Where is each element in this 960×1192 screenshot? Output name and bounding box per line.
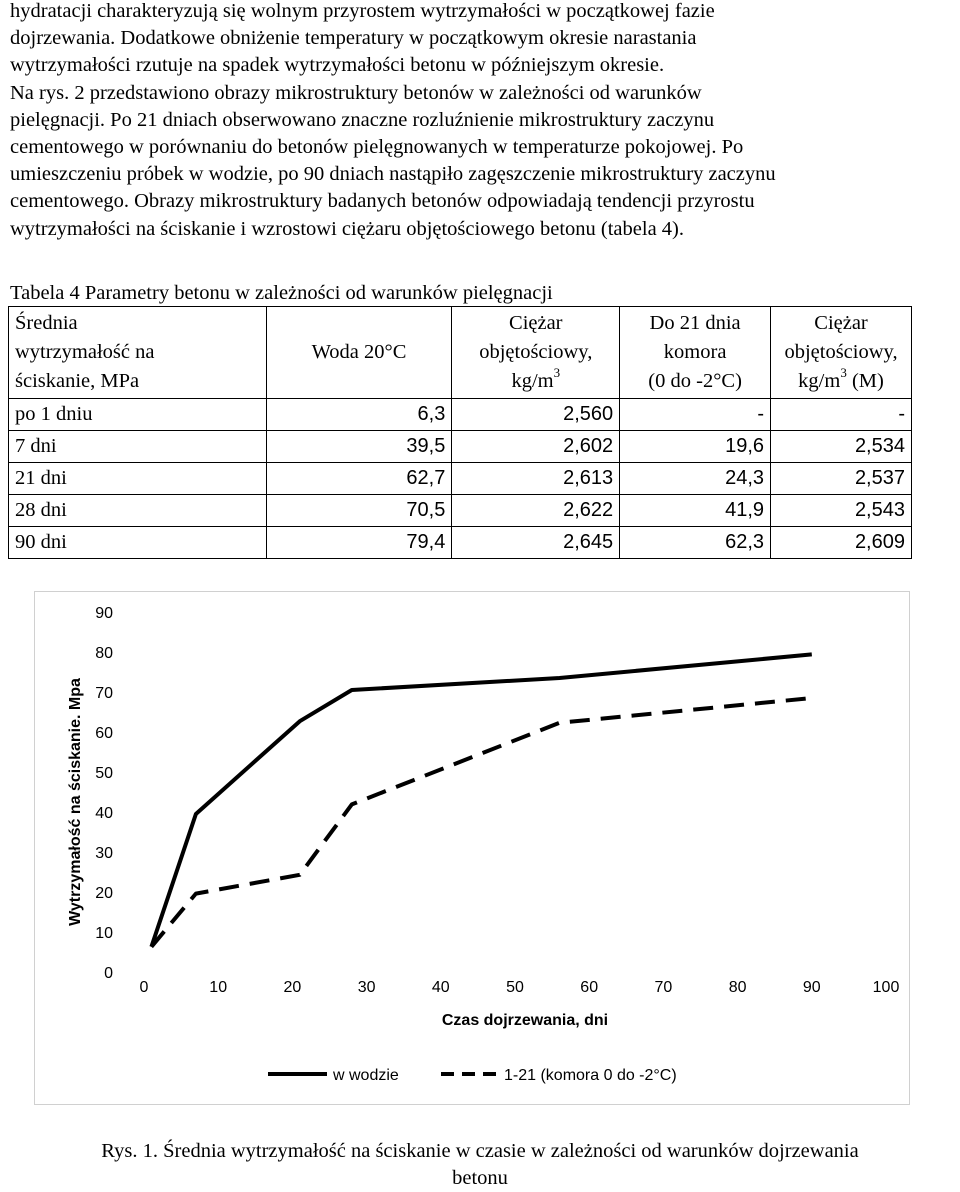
y-axis-title: Wytrzymałość na ściskanie. Mpa <box>67 678 84 926</box>
strength-chart <box>35 592 909 1104</box>
paragraph-line: pielęgnacji. Po 21 dniach obserwowano znaczne rozluźnienie mikrostruktury zaczynu <box>10 108 715 131</box>
header-line: (0 do -2°C) <box>648 370 742 392</box>
table-cell: 2,602 <box>452 431 620 463</box>
y-tick-label: 80 <box>95 645 113 662</box>
header-cell-density <box>452 307 620 399</box>
y-tick-label: 70 <box>95 685 113 702</box>
header-line: ściskanie, MPa <box>15 370 140 392</box>
figure-caption <box>0 1138 960 1192</box>
row-label: po 1 dniu <box>9 399 267 431</box>
table-caption: Tabela 4 Parametry betonu w zależności od warunków pielęgnacji <box>10 282 553 304</box>
table-cell: 62,3 <box>620 527 771 559</box>
x-tick-label: 60 <box>580 979 599 996</box>
legend-label-2: 1-21 (komora 0 do -2°C) <box>504 1067 677 1084</box>
figure-caption-line: Rys. 1. Średnia wytrzymałość na ściskanie w czasie w zależności od warunków dojrzewania <box>101 1140 859 1162</box>
table-cell: 24,3 <box>620 463 771 495</box>
x-tick-label: 10 <box>209 979 228 996</box>
header-line: Ciężar <box>509 312 563 334</box>
x-axis-title: Czas dojrzewania, dni <box>441 1012 609 1029</box>
y-tick-label: 60 <box>95 725 113 742</box>
table-cell: 41,9 <box>620 495 771 527</box>
header-line: Woda 20°C <box>311 341 407 363</box>
table-cell: - <box>771 399 912 431</box>
x-tick-label: 100 <box>872 979 900 996</box>
paragraph-line: Na rys. 2 przedstawiono obrazy mikrostruktury betonów w zależności od warunków <box>10 81 702 104</box>
table-row <box>9 495 912 527</box>
table-cell: 39,5 <box>266 431 452 463</box>
paragraph-line: wytrzymałości rzutuje na spadek wytrzymałości betonu w późniejszym okresie. <box>10 54 665 77</box>
y-tick-label: 50 <box>95 765 113 782</box>
table-cell: 2,534 <box>771 431 912 463</box>
table-cell: 2,560 <box>452 399 620 431</box>
row-label: 90 dni <box>9 527 267 559</box>
table-cell: 2,543 <box>771 495 912 527</box>
table-row <box>9 527 912 559</box>
unit-superscript: 3 <box>553 365 561 381</box>
row-label: 21 dni <box>9 463 267 495</box>
series-line-2 <box>151 698 811 947</box>
legend-label-1: w wodzie <box>333 1067 399 1084</box>
header-line: Średnia <box>15 312 78 334</box>
table-cell: 79,4 <box>266 527 452 559</box>
table-row <box>9 431 912 463</box>
header-line: objętościowy, <box>784 341 898 363</box>
header-line <box>458 367 613 396</box>
unit-text: kg/m <box>511 370 554 392</box>
x-tick-label: 90 <box>802 979 821 996</box>
table-cell: 62,7 <box>266 463 452 495</box>
row-label: 28 dni <box>9 495 267 527</box>
table-cell: 2,613 <box>452 463 620 495</box>
paragraph-line: cementowego w porównaniu do betonów pielęgnowanych w temperaturze pokojowej. Po <box>10 136 744 159</box>
header-cell-water <box>266 307 452 399</box>
header-line: Do 21 dnia <box>649 312 741 334</box>
parameters-table <box>8 306 912 559</box>
paragraph-line: cementowego. Obrazy mikrostruktury badanych betonów odpowiadają tendencji przyrostu <box>10 190 755 213</box>
header-cell-strength <box>9 307 267 399</box>
unit-text: kg/m <box>798 370 841 392</box>
header-line: komora <box>663 341 727 363</box>
y-tick-label: 40 <box>95 805 113 822</box>
y-tick-label: 10 <box>95 925 113 942</box>
table-cell: 2,537 <box>771 463 912 495</box>
table-cell: 2,609 <box>771 527 912 559</box>
x-tick-label: 30 <box>357 979 376 996</box>
row-label: 7 dni <box>9 431 267 463</box>
table-cell: 19,6 <box>620 431 771 463</box>
unit-tail: (M) <box>846 370 884 392</box>
x-tick-label: 50 <box>506 979 524 996</box>
header-line <box>777 367 905 396</box>
series-line-1 <box>151 654 811 946</box>
header-line: wytrzymałość na <box>15 341 155 363</box>
table-cell: 2,622 <box>452 495 620 527</box>
paragraph-line: umieszczeniu próbek w wodzie, po 90 dniach nastąpiło zagęszczenie mikrostruktury zaczynu <box>10 163 776 186</box>
header-line: objętościowy, <box>479 341 593 363</box>
table-cell: 2,645 <box>452 527 620 559</box>
y-tick-label: 0 <box>104 965 113 982</box>
x-tick-label: 80 <box>728 979 747 996</box>
y-tick-label: 90 <box>95 605 113 622</box>
paragraph-line: hydratacji charakteryzują się wolnym przyrostem wytrzymałości w początkowej fazie <box>10 0 715 22</box>
x-tick-label: 0 <box>139 979 149 996</box>
table-cell: 70,5 <box>266 495 452 527</box>
table-cell: 6,3 <box>266 399 452 431</box>
figure-caption-line: betonu <box>452 1167 508 1189</box>
paragraph-line: dojrzewania. Dodatkowe obniżenie temperatury w początkowym okresie narastania <box>10 27 697 50</box>
table-cell: - <box>620 399 771 431</box>
header-line: Ciężar <box>814 312 868 334</box>
body-paragraph <box>10 0 950 243</box>
x-tick-label: 20 <box>283 979 302 996</box>
y-tick-label: 20 <box>95 885 113 902</box>
header-cell-chamber <box>620 307 771 399</box>
header-cell-density-m <box>771 307 912 399</box>
chart-frame <box>34 591 910 1105</box>
paragraph-line: wytrzymałości na ściskanie i wzrostowi ciężaru objętościowego betonu (tabela 4). <box>10 217 684 240</box>
x-tick-label: 40 <box>431 979 450 996</box>
y-tick-label: 30 <box>95 845 113 862</box>
unit-superscript: 3 <box>840 365 847 381</box>
table-header-row <box>9 307 912 399</box>
table-row <box>9 463 912 495</box>
table-row <box>9 399 912 431</box>
x-tick-label: 70 <box>654 979 673 996</box>
